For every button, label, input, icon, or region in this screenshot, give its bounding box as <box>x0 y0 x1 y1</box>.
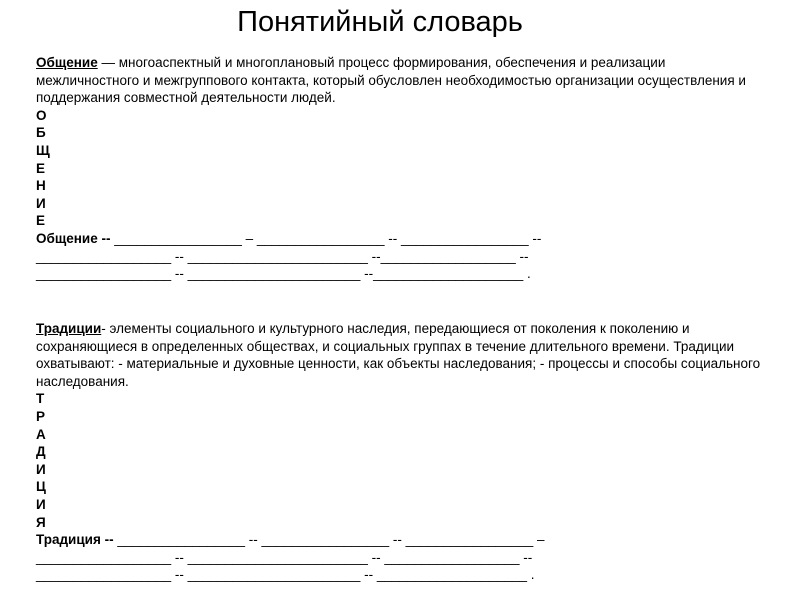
page-title: Понятийный словарь <box>237 6 523 38</box>
fill-in-formula <box>36 230 766 283</box>
definition-paragraph <box>36 320 766 390</box>
acrostic-letters <box>36 107 766 230</box>
definition-text: - элементы социального и культурного наследия, передающиеся от поколения к поколению и сохраняющиеся в определенных обществах, и социальных группах в течение длительного времени. Традиции охватывают: - материальные и духовные ценности, как объекты наследования; - процессы и способы социального наследования. <box>36 321 761 389</box>
acrostic-letter: И <box>36 461 46 477</box>
acrostic-letter: Щ <box>36 142 50 158</box>
formula-head: Традиция -- <box>36 532 118 548</box>
section-traditsii <box>36 320 766 584</box>
acrostic-letter: Т <box>36 391 45 407</box>
formula-blanks: _________________ – _________________ -- _________________ -- <box>114 230 542 246</box>
acrostic-letter: Я <box>36 514 46 530</box>
fill-in-formula <box>36 531 766 584</box>
acrostic-letters <box>36 390 766 531</box>
definition-paragraph <box>36 54 766 107</box>
formula-line: __________________ -- _______________________ --____________________ . <box>36 266 531 282</box>
formula-line <box>36 230 766 248</box>
term-label: Традиции <box>36 321 102 336</box>
acrostic-letter: Е <box>36 160 46 176</box>
formula-line: __________________ -- _______________________ -- ____________________ . <box>36 567 535 583</box>
acrostic-letter: Д <box>36 444 46 460</box>
formula-line <box>36 531 766 549</box>
term-label: Общение <box>36 55 98 70</box>
section-obshchenie <box>36 54 766 283</box>
acrostic-letter: А <box>36 426 46 442</box>
formula-head: Общение -- <box>36 230 115 246</box>
acrostic-letter: Б <box>36 125 46 141</box>
acrostic-letter: О <box>36 107 47 123</box>
formula-blanks: _________________ -- _________________ -- _________________ – <box>117 532 545 548</box>
acrostic-letter: Е <box>36 213 46 229</box>
acrostic-letter: Ц <box>36 479 46 495</box>
acrostic-letter: Р <box>36 408 46 424</box>
acrostic-letter: Н <box>36 178 46 194</box>
acrostic-letter: И <box>36 496 46 512</box>
formula-line: __________________ -- ________________________ --__________________ -- <box>36 248 529 264</box>
formula-line: __________________ -- ________________________ -- __________________ -- <box>36 549 533 565</box>
definition-text: — многоаспектный и многоплановый процесс формирования, обеспечения и реализации межличностного и межгруппового контакта, который обусловлен необходимостью организации осуществления и поддержания совместной деятельности людей. <box>36 55 746 106</box>
acrostic-letter: И <box>36 195 46 211</box>
